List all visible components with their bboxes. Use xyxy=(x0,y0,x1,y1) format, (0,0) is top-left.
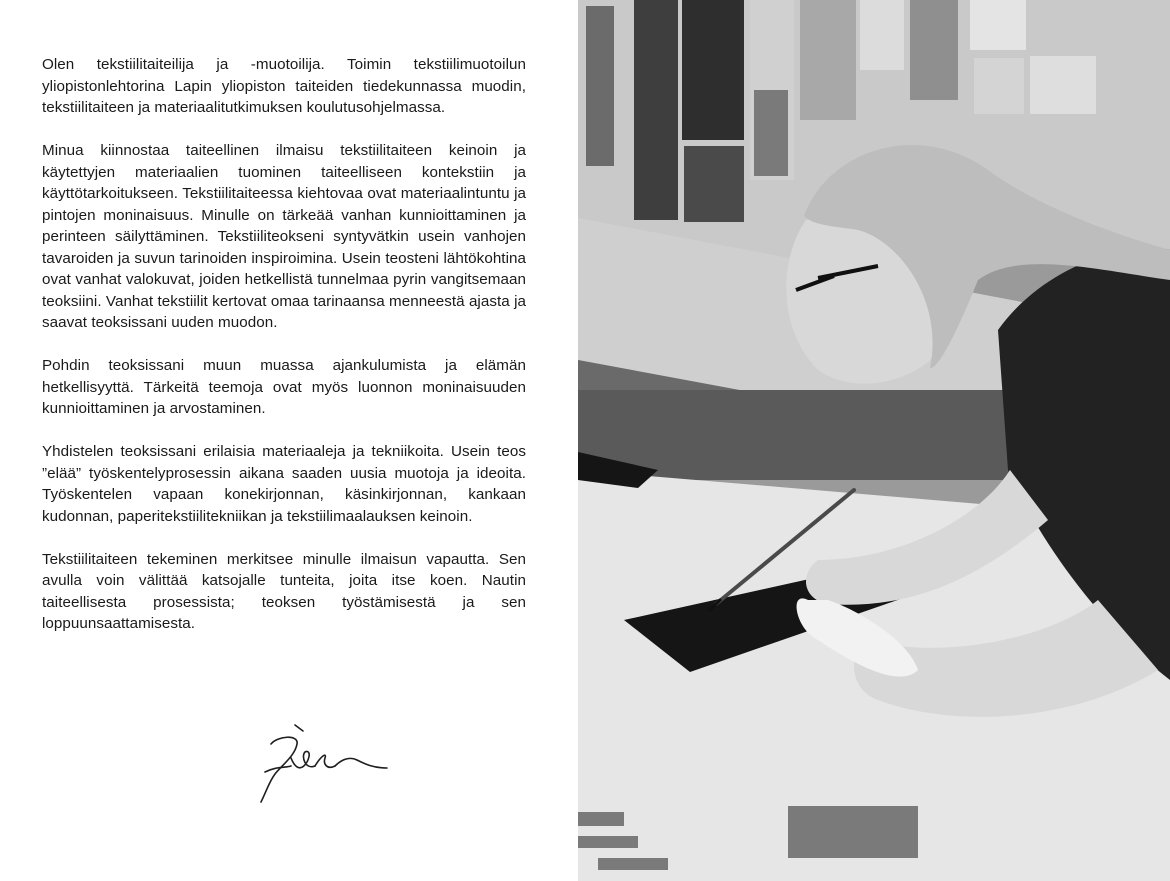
artist-at-work-photo xyxy=(578,0,1170,881)
statement-paragraph: Minua kiinnostaa taiteellinen ilmaisu tekstiilitaiteen keinoin ja käytettyjen materiaalien tuominen taiteelliseen kontekstiin ja käyttötarkoitukseen. Tekstiilitaiteessa kiehtovaa ovat materiaalintuntu ja pintojen moninaisuus. Minulle on tärkeää vanhan kunnioittaminen ja perinteen säilyttäminen. Tekstiiliteokseni syntyvätkin usein vanhojen tavaroiden ja suvun tarinoiden inspiroimina. Usein teosteni lähtökohtina ovat vanhat valokuvat, joiden hetkellistä tunnelmaa pyrin vangitsemaan teoksiini. Vanhat tekstiilit kertovat omaa tarinaansa menneestä ajasta ja saavat teoksissani uuden muodon. xyxy=(42,142,526,331)
handwritten-signature xyxy=(255,722,395,808)
statement-paragraph: Pohdin teoksissani muun muassa ajankulumista ja elämän hetkellisyyttä. Tärkeitä teemoja ovat myös luonnon moninaisuuden kunnioittaminen ja arvostaminen. xyxy=(42,357,526,417)
statement-paragraph: Yhdistelen teoksissani erilaisia materiaaleja ja tekniikoita. Usein teos ”elää” työskentelyprosessin aikana saaden uusia muotoja ja ideoita. Työskentelen vapaan konekirjonnan, käsinkirjonnan, kankaan kudonnan, paperitekstiilitekniikan ja tekstiilimaalauksen keinoin. xyxy=(42,443,526,525)
statement-paragraph: Tekstiilitaiteen tekeminen merkitsee minulle ilmaisun vapautta. Sen avulla voin välittää katsojalle tunteita, joita itse koen. Nautin taiteellisesta prosessista; teoksen työstämisestä ja sen loppuunsaattamisesta. xyxy=(42,550,526,632)
signature-graphic xyxy=(255,722,395,808)
statement-text xyxy=(42,54,526,656)
photo-illustration xyxy=(578,0,1170,881)
statement-paragraph: Olen tekstiilitaiteilija ja -muotoilija. Toimin tekstiilimuotoilun yliopistonlehtorina Lapin yliopiston taiteiden tiedekunnassa muodin, tekstiilitaiteen ja materiaalitutkimuksen koulutusohjelmassa. xyxy=(42,56,526,116)
